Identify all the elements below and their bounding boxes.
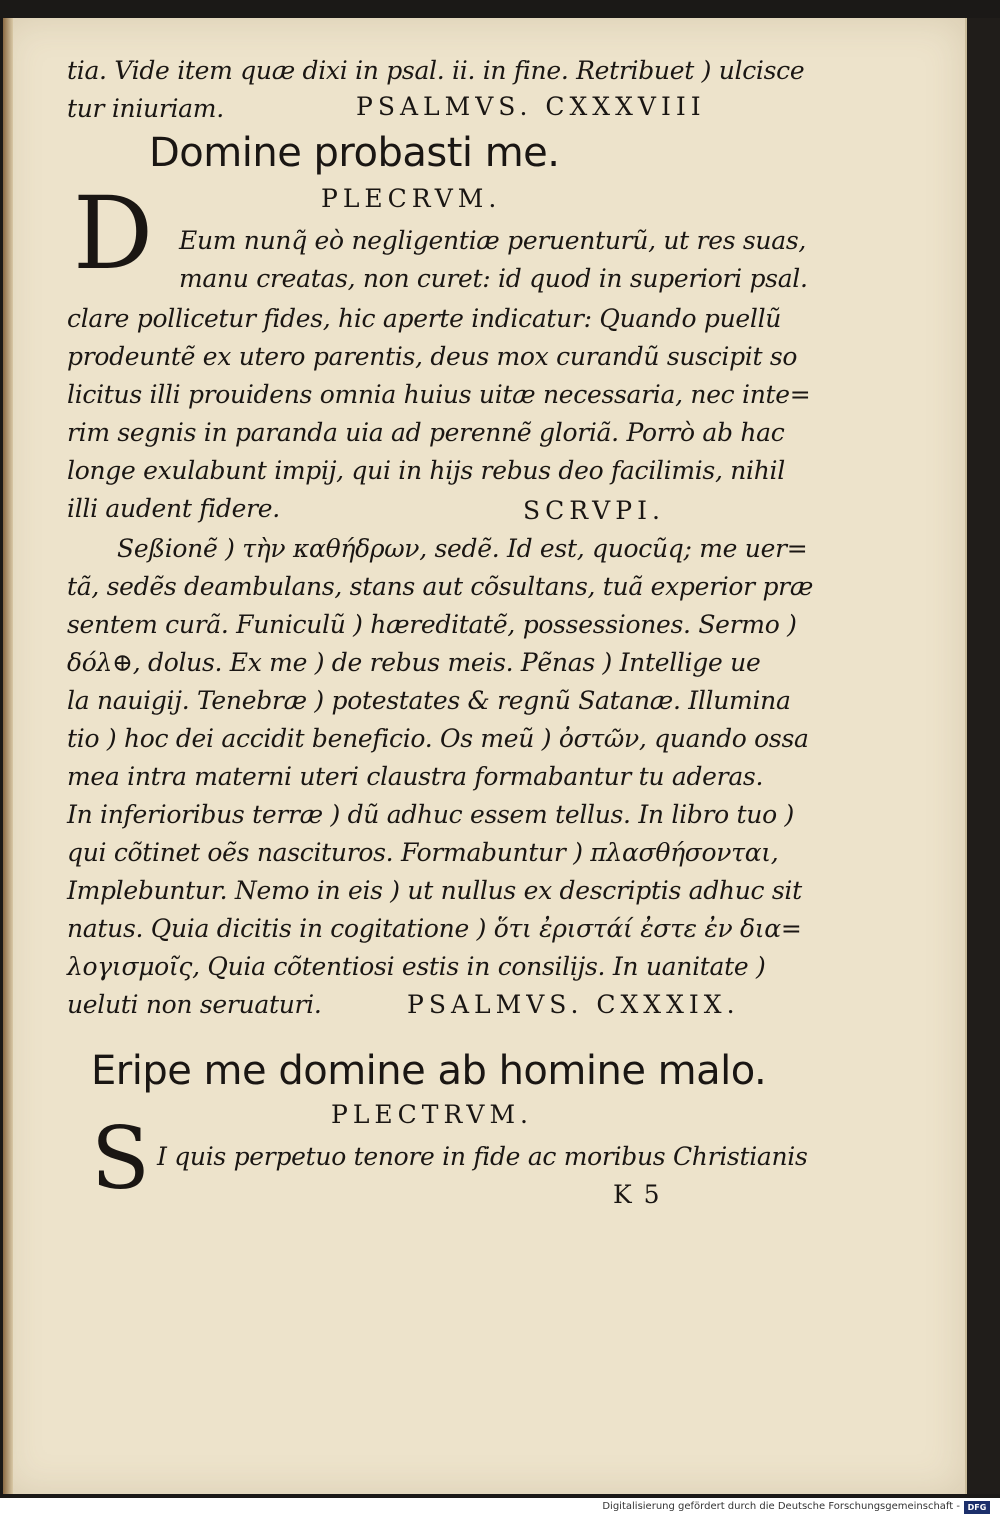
psalm-title: Eripe me domine ab homine malo. <box>91 1048 767 1094</box>
drop-cap: S <box>91 1109 150 1209</box>
book-page <box>3 18 967 1494</box>
footer-bar <box>0 1498 1000 1518</box>
signature-mark: K 5 <box>613 1180 662 1209</box>
text-line: licitus illi prouidens omnia huius uitæ necessaria, nec inte= <box>67 380 811 409</box>
text-line: λογισμοῖς, Quia cõtentiosi estis in consilijs. In uanitate ) <box>67 952 766 981</box>
text-line: natus. Quia dicitis in cogitatione ) ὅτι ἐριστάί ἐστε ἐν δια= <box>67 914 802 943</box>
text-line: tia. Vide item quæ dixi in psal. ii. in fine. Retribuet ) ulcisce <box>67 56 805 85</box>
psalm-number: PSALMVS. CXXXVIII <box>356 92 706 121</box>
dfg-logo: DFG <box>964 1501 990 1514</box>
text-line: mea intra materni uteri claustra formabantur tu aderas. <box>67 762 764 791</box>
text-line: ueluti non seruaturi. <box>67 990 322 1019</box>
text-line: qui cõtinet oẽs nascituros. Formabuntur ) πλασθήσονται, <box>67 838 779 867</box>
scrupi-label: SCRVPI. <box>523 496 665 525</box>
drop-cap: D <box>73 175 154 292</box>
text-line: In inferioribus terræ ) dũ adhuc essem tellus. In libro tuo ) <box>67 800 794 829</box>
text-line: tã, sedẽs deambulans, stans aut cõsultans, tuã experior præ <box>67 572 814 601</box>
text-line: tio ) hoc dei accidit beneficio. Os meũ ) ὀστῶν, quando ossa <box>67 724 809 753</box>
psalm-number: PSALMVS. CXXXIX. <box>407 990 740 1019</box>
text-line: longe exulabunt impij, qui in hijs rebus deo facilimis, nihil <box>67 456 785 485</box>
text-line: Eum nunq̃ eò negligentiæ peruenturũ, ut res suas, <box>179 226 806 255</box>
text-line: la nauigij. Tenebræ ) potestates & regnũ Satanæ. Illumina <box>67 686 791 715</box>
text-line: Seßionẽ ) τὴν καθήδρων, sedẽ. Id est, quocũq; me uer= <box>117 534 808 563</box>
plectrum-label: PLECRVM. <box>321 184 502 213</box>
text-line: Implebuntur. Nemo in eis ) ut nullus ex descriptis adhuc sit <box>67 876 802 905</box>
text-line: prodeuntẽ ex utero parentis, deus mox curandũ suscipit so <box>67 342 798 371</box>
text-line: I quis perpetuo tenore in fide ac moribus Christianis <box>157 1142 808 1171</box>
text-line: manu creatas, non curet: id quod in superiori psal. <box>179 264 808 293</box>
psalm-title: Domine probasti me. <box>149 130 560 176</box>
text-line: illi audent fidere. <box>67 494 280 523</box>
text-line: sentem curã. Funiculũ ) hæreditatẽ, possessiones. Sermo ) <box>67 610 797 639</box>
scan-edge-strip <box>967 18 1000 1494</box>
text-line: rim segnis in paranda uia ad perennẽ gloriã. Porrò ab hac <box>67 418 785 447</box>
text-line: tur iniuriam. <box>67 94 224 123</box>
funding-note: Digitalisierung gefördert durch die Deutsche Forschungsgemeinschaft - <box>602 1501 960 1512</box>
text-line: δόλ⊕, dolus. Ex me ) de rebus meis. Pẽnas ) Intellige ue <box>67 648 761 677</box>
page-binding-edge <box>3 18 13 1494</box>
plectrum-label: PLECTRVM. <box>331 1100 534 1129</box>
text-line: clare pollicetur fides, hic aperte indicatur: Quando puellũ <box>67 304 782 333</box>
